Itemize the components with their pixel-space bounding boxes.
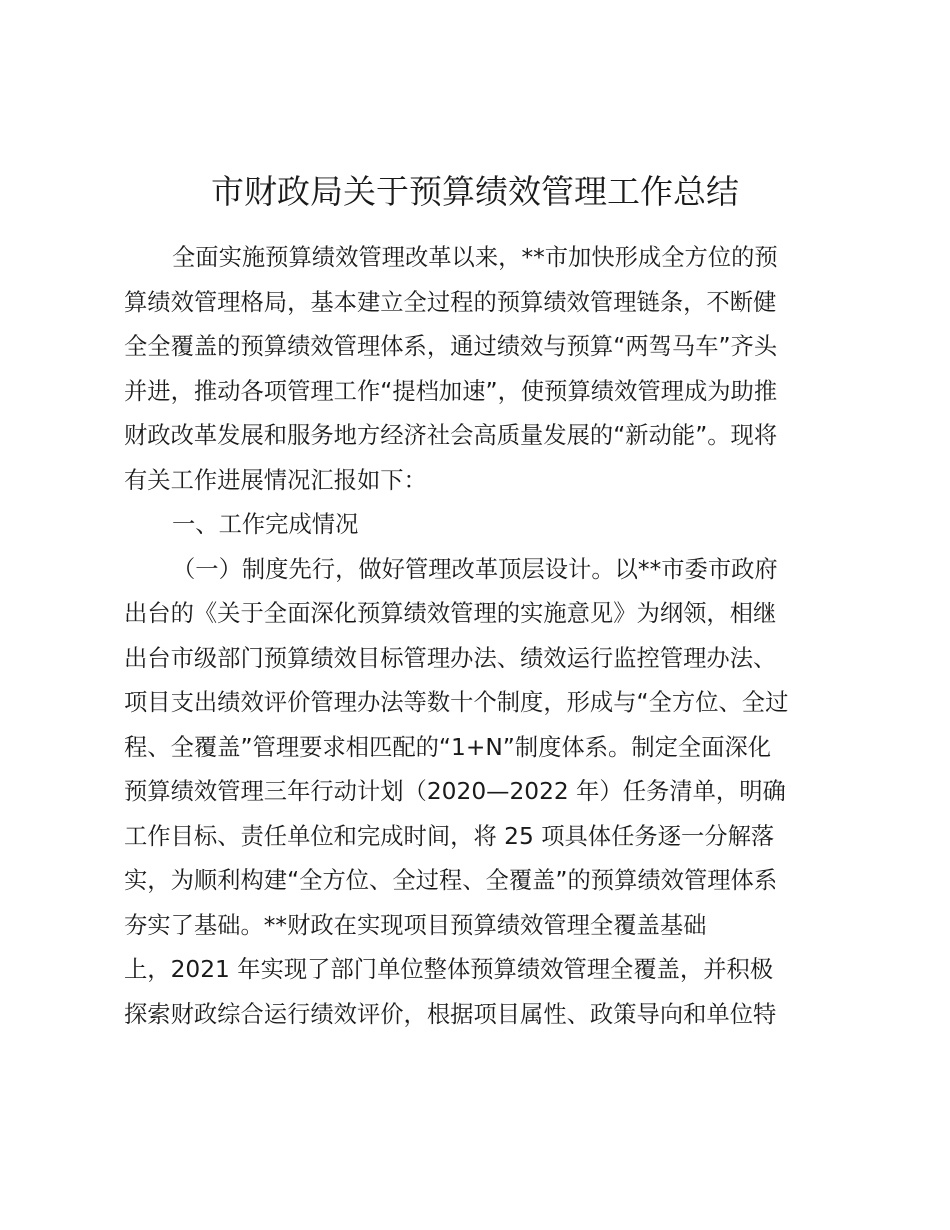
paragraph-line: 夯实了基础。**财政在实现项目预算绩效管理全覆盖基础 [124, 911, 707, 939]
paragraph-line: 项目支出绩效评价管理办法等数十个制度，形成与“全方位、全过 [124, 689, 789, 716]
paragraph-line: 算绩效管理格局，基本建立全过程的预算绩效管理链条，不断健 [124, 288, 777, 316]
paragraph-line: 有关工作进展情况汇报如下： [124, 466, 427, 494]
paragraph-line: 财政改革发展和服务地方经济社会高质量发展的“新动能”。现将 [124, 422, 778, 449]
paragraph-line: 出台市级部门预算绩效目标管理办法、绩效运行监控管理办法、 [124, 644, 777, 672]
document-title: 市财政局关于预算绩效管理工作总结 [211, 172, 739, 211]
paragraph-line: 全全覆盖的预算绩效管理体系，通过绩效与预算“两驾马车”齐头 [124, 333, 778, 360]
paragraph-line: 程、全覆盖”管理要求相匹配的“1+N”制度体系。制定全面深化 [124, 733, 772, 761]
paragraph-line: 实，为顺利构建“全方位、全过程、全覆盖”的预算绩效管理体系 [124, 867, 778, 894]
paragraph-line: 上，2021 年实现了部门单位整体预算绩效管理全覆盖，并积极 [124, 956, 774, 983]
paragraph-line: （一）制度先行，做好管理改革顶层设计。以**市委市政府 [172, 555, 778, 583]
paragraph-line: 预算绩效管理三年行动计划（2020—2022 年）任务清单，明确 [124, 778, 786, 805]
paragraph-line: 并进，推动各项管理工作“提档加速”，使预算绩效管理成为助推 [124, 377, 778, 405]
paragraph-line: 出台的《关于全面深化预算绩效管理的实施意见》为纲领，相继 [124, 600, 777, 627]
document-body [124, 236, 834, 1037]
paragraph-line: 工作目标、责任单位和完成时间，将 25 项具体任务逐一分解落 [124, 822, 775, 850]
paragraph-line: 探索财政综合运行绩效评价，根据项目属性、政策导向和单位特 [124, 1000, 777, 1028]
paragraph-line: 全面实施预算绩效管理改革以来，**市加快形成全方位的预 [172, 244, 778, 271]
section-heading: 一、工作完成情况 [172, 511, 359, 538]
